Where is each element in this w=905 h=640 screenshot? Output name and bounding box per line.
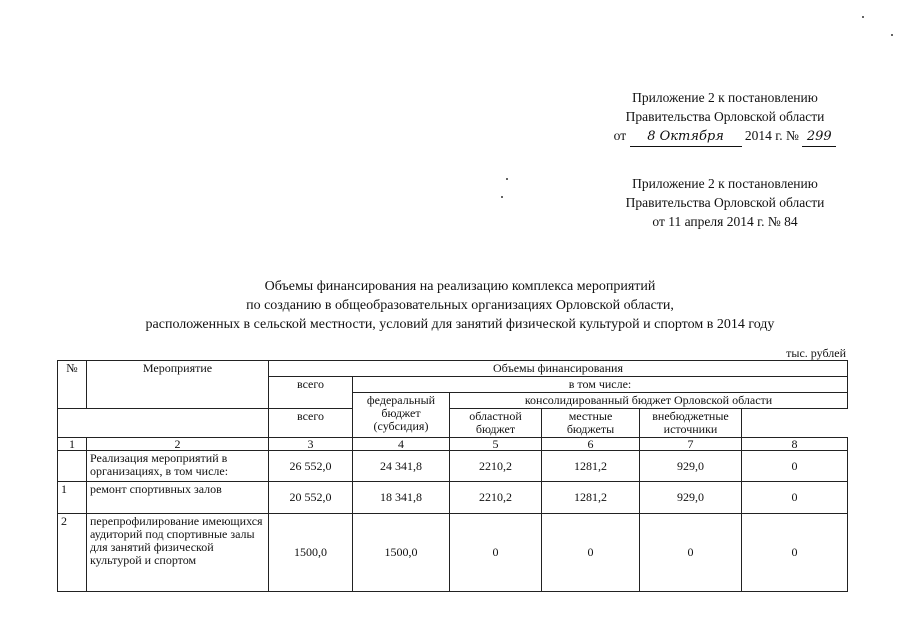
appendix-new-header [590,88,860,147]
header-event: Мероприятие [87,361,269,409]
row-total: 1500,0 [269,514,353,592]
handwritten-number: 299 [802,127,836,147]
row-federal: 24 341,8 [353,451,450,482]
row-cons-total: 2210,2 [450,482,542,514]
header-num: № [58,361,87,409]
row-cons-total: 0 [450,514,542,592]
title-line2: по созданию в общеобразовательных организациях Орловской области, [246,298,674,313]
row-name: ремонт спортивных залов [87,482,269,514]
header-row-1 [58,361,848,377]
scan-speck [862,16,864,18]
column-index-row [58,438,848,451]
appendix-old-line2: Правительства Орловской области [625,195,825,210]
header-including: в том числе: [353,377,848,393]
units-label: тыс. рублей [786,346,846,360]
document-title [60,277,860,334]
scan-speck [506,178,508,180]
row-extra: 0 [742,514,848,592]
appendix-new-year: 2014 г. № [744,128,799,143]
table-row [58,514,848,592]
appendix-old-line3: от 11 апреля 2014 г. № 84 [652,214,798,229]
header-row-4 [58,409,848,438]
row-name: Реализация мероприятий в организациях, в том числе: [87,451,269,482]
scan-speck [501,196,503,198]
row-federal: 18 341,8 [353,482,450,514]
col-index: 4 [353,438,450,451]
col-index: 6 [542,438,640,451]
row-local: 0 [640,514,742,592]
row-regional: 0 [542,514,640,592]
appendix-old-line1: Приложение 2 к постановлению [632,176,818,191]
title-line1: Объемы финансирования на реализацию комплекса мероприятий [264,279,656,294]
row-local: 929,0 [640,482,742,514]
row-federal: 1500,0 [353,514,450,592]
row-extra: 0 [742,451,848,482]
row-extra: 0 [742,482,848,514]
table-row [58,482,848,514]
header-regional: областной бюджет [450,409,542,438]
appendix-new-line2: Правительства Орловской области [625,109,825,124]
col-index: 3 [269,438,353,451]
appendix-old-header [590,174,860,231]
row-regional: 1281,2 [542,482,640,514]
header-cons-total: всего [269,409,353,438]
row-num: 1 [58,482,87,514]
col-index: 5 [450,438,542,451]
table-row [58,451,848,482]
col-index: 7 [640,438,742,451]
header-extra: внебюджетные источники [640,409,742,438]
col-index: 8 [742,438,848,451]
header-total: всего [269,377,353,409]
appendix-new-line3 [590,126,860,147]
funding-table [57,360,848,592]
header-spacer [58,409,269,438]
header-local: местные бюджеты [542,409,640,438]
row-regional: 1281,2 [542,451,640,482]
row-total: 20 552,0 [269,482,353,514]
title-line3: расположенных в сельской местности, условий для занятий физической культурой и спортом в 2014 году [145,317,775,332]
row-name: перепрофилирование имеющихся аудиторий под спортивные залы для занятий физической культурой и спортом [87,514,269,592]
appendix-new-prefix: от [613,128,627,143]
col-index: 2 [87,438,269,451]
appendix-new-line1: Приложение 2 к постановлению [632,90,818,105]
header-federal: федеральный бюджет (субсидия) [353,393,450,438]
col-index: 1 [58,438,87,451]
handwritten-date: 8 Октября [630,127,742,147]
scan-speck [891,34,893,36]
header-consolidated: консолидированный бюджет Орловской области [450,393,848,409]
row-num [58,451,87,482]
row-cons-total: 2210,2 [450,451,542,482]
row-total: 26 552,0 [269,451,353,482]
header-funding: Объемы финансирования [269,361,848,377]
row-local: 929,0 [640,451,742,482]
row-num: 2 [58,514,87,592]
